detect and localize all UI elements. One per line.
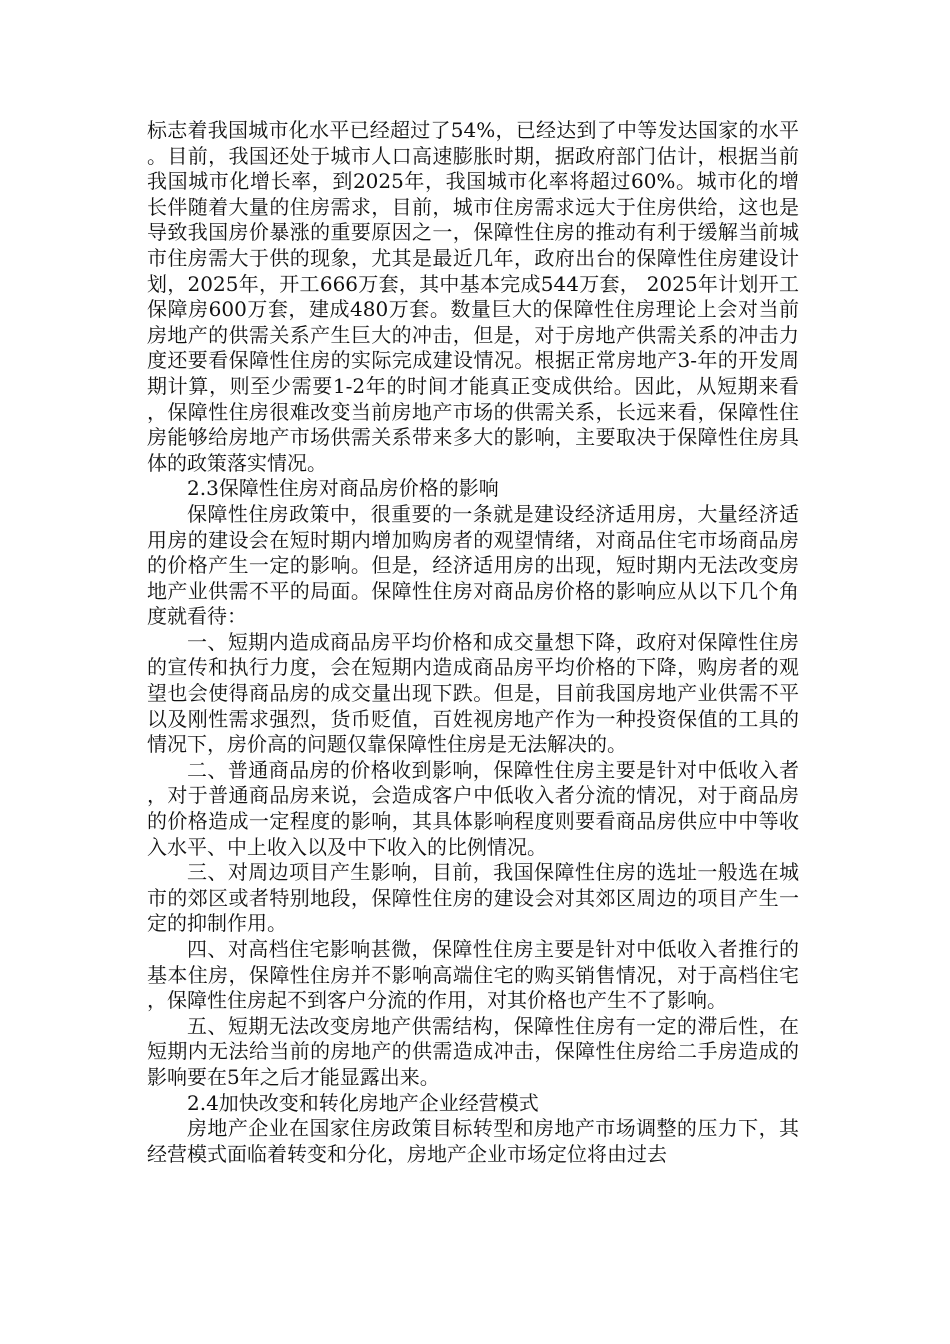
paragraph-affordable-housing-policy: 保障性住房政策中，很重要的一条就是建设经济适用房，大量经济适用房的建设会在短时期内增加购房者的观望情绪，对商品住宅市场商品房的价格产生一定的影响。但是，经济适用房的出现，短时期内无法改变房地产业供需不平的局面。保障性住房对商品房价格的影响应从以下几个角度就看待：	[147, 501, 799, 629]
paragraph-point-three: 三、对周边项目产生影响，目前，我国保障性住房的选址一般选在城市的郊区或者特别地段，保障性住房的建设会对其郊区周边的项目产生一定的抑制作用。	[147, 860, 799, 936]
paragraph-urbanization: 标志着我国城市化水平已经超过了54%，已经达到了中等发达国家的水平。目前，我国还处于城市人口高速膨胀时期，据政府部门估计，根据当前我国城市化增长率，到2025年，我国城市化率将超过60%。城市化的增长伴随着大量的住房需求，目前，城市住房需求远大于住房供给，这也是导致我国房价暴涨的重要原因之一，保障性住房的推动有利于缓解当前城市住房需大于供的现象，尤其是最近几年，政府出台的保障性住房建设计划，2025年，开工666万套，其中基本完成544万套， 2025年计划开工保障房600万套，建成480万套。数量巨大的保障性住房理论上会对当前房地产的供需关系产生巨大的冲击，但是，对于房地产供需关系的冲击力度还要看保障性住房的实际完成建设情况。根据正常房地产3-年的开发周期计算，则至少需要1-2年的时间才能真正变成供给。因此，从短期来看，保障性住房很难改变当前房地产市场的供需关系，长远来看，保障性住房能够给房地产市场供需关系带来多大的影响，主要取决于保障性住房具体的政策落实情况。	[147, 118, 799, 475]
paragraph-point-four: 四、对高档住宅影响甚微，保障性住房主要是针对中低收入者推行的基本住房，保障性住房并不影响高端住宅的购买销售情况，对于高档住宅，保障性住房起不到客户分流的作用，对其价格也产生不了影响。	[147, 937, 799, 1013]
paragraph-point-one: 一、短期内造成商品房平均价格和成交量想下降，政府对保障性住房的宣传和执行力度，会在短期内造成商品房平均价格的下降，购房者的观望也会使得商品房的成交量出现下跌。但是，目前我国房地产业供需不平以及刚性需求强烈，货币贬值，百姓视房地产作为一种投资保值的工具的情况下，房价高的问题仅靠保障性住房是无法解决的。	[147, 629, 799, 757]
section-heading-2-4: 2.4加快改变和转化房地产企业经营模式	[187, 1090, 539, 1115]
document-body	[147, 118, 799, 1167]
section-heading-2-3: 2.3保障性住房对商品房价格的影响	[187, 476, 499, 501]
paragraph-point-five: 五、短期无法改变房地产供需结构，保障性住房有一定的滞后性，在短期内无法给当前的房地产的供需造成冲击，保障性住房给二手房造成的影响要在5年之后才能显露出来。	[147, 1013, 799, 1089]
paragraph-point-two: 二、普通商品房的价格收到影响，保障性住房主要是针对中低收入者，对于普通商品房来说，会造成客户中低收入者分流的情况，对于商品房的价格造成一定程度的影响，其具体影响程度则要看商品房供应中中等收入水平、中上收入以及中下收入的比例情况。	[147, 757, 799, 859]
paragraph-business-model: 房地产企业在国家住房政策目标转型和房地产市场调整的压力下，其经营模式面临着转变和分化，房地产企业市场定位将由过去	[147, 1116, 799, 1166]
